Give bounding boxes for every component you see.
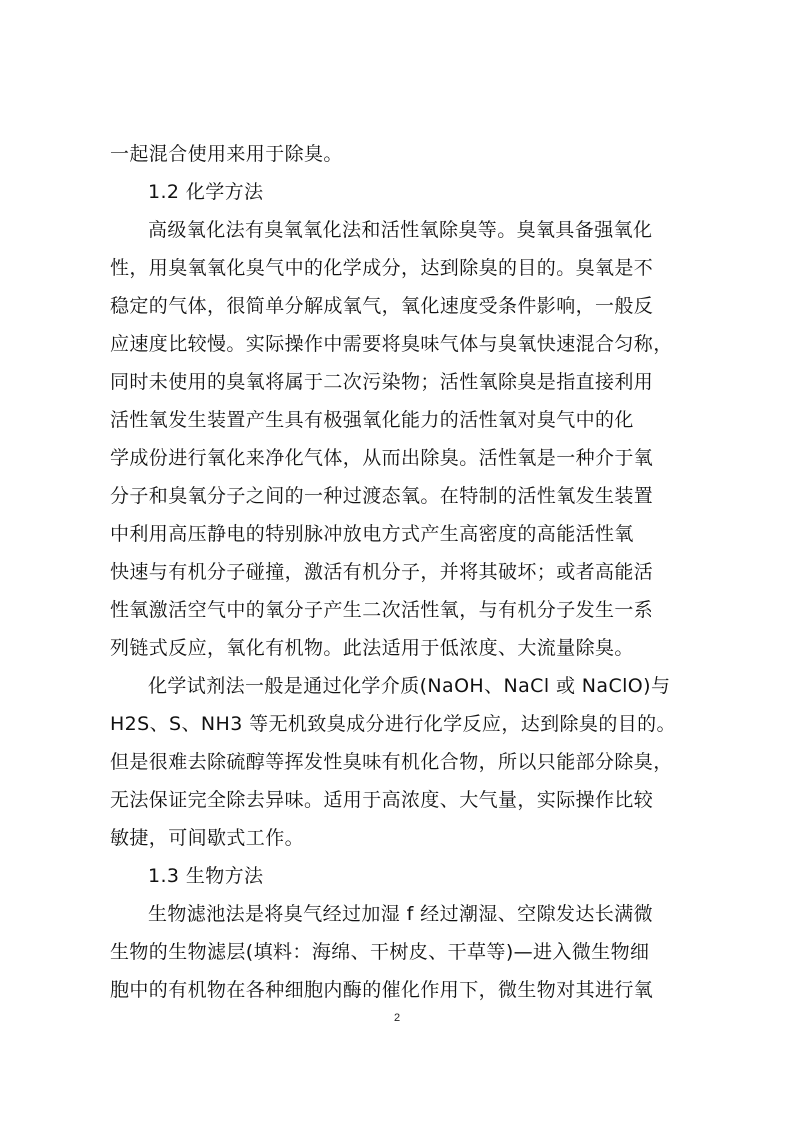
text-line: 同时未使用的臭氧将属于二次污染物；活性氧除臭是指直接利用 (110, 371, 654, 393)
page-number: 2 (393, 1012, 401, 1024)
text-line: 无法保证完全除去异味。适用于高浓度、大气量，实际操作比较 (110, 789, 654, 811)
text-line: 活性氧发生装置产生具有极强氧化能力的活性氧对臭气中的化 (110, 409, 634, 431)
text-line: 中利用高压静电的特别脉冲放电方式产生高密度的高能活性氧 (110, 523, 634, 545)
text-line: 快速与有机分子碰撞，激活有机分子，并将其破坏；或者高能活 (110, 561, 654, 583)
section-heading: 1.3 生物方法 (148, 865, 264, 887)
text-line: 但是很难去除硫醇等挥发性臭味有机化合物，所以只能部分除臭， (110, 751, 673, 773)
text-line: 应速度比较慢。实际操作中需要将臭味气体与臭氧快速混合匀称， (110, 333, 673, 355)
text-line: 敏捷，可间歇式工作。 (110, 827, 305, 849)
text-line: 化学试剂法一般是通过化学介质(NaOH、NaCl 或 NaClO)与 (148, 675, 671, 697)
text-line: 性氧激活空气中的氧分子产生二次活性氧，与有机分子发生一系 (110, 599, 654, 621)
text-line: 性，用臭氧氧化臭气中的化学成分，达到除臭的目的。臭氧是不 (110, 257, 654, 279)
text-line: 学成份进行氧化来净化气体，从而出除臭。活性氧是一种介于氧 (110, 447, 654, 469)
text-line: 高级氧化法有臭氧氧化法和活性氧除臭等。臭氧具备强氧化 (148, 219, 653, 241)
text-line: 一起混合使用来用于除臭。 (110, 143, 343, 165)
text-line: 列链式反应，氧化有机物。此法适用于低浓度、大流量除臭。 (110, 637, 634, 659)
text-line: 胞中的有机物在各种细胞内酶的催化作用下，微生物对其进行氧 (110, 979, 654, 1001)
text-line: 生物滤池法是将臭气经过加湿 f 经过潮湿、空隙发达长满微 (148, 903, 653, 925)
text-line: 稳定的气体，很简单分解成氧气，氧化速度受条件影响，一般反 (110, 295, 654, 317)
section-heading: 1.2 化学方法 (148, 181, 264, 203)
body-text (110, 135, 690, 1009)
text-line: H2S、S、NH3 等无机致臭成分进行化学反应，达到除臭的目的。 (110, 713, 676, 735)
text-line: 分子和臭氧分子之间的一种过渡态氧。在特制的活性氧发生装置 (110, 485, 654, 507)
text-line: 生物的生物滤层(填料：海绵、干树皮、干草等)—进入微生物细 (110, 941, 650, 963)
